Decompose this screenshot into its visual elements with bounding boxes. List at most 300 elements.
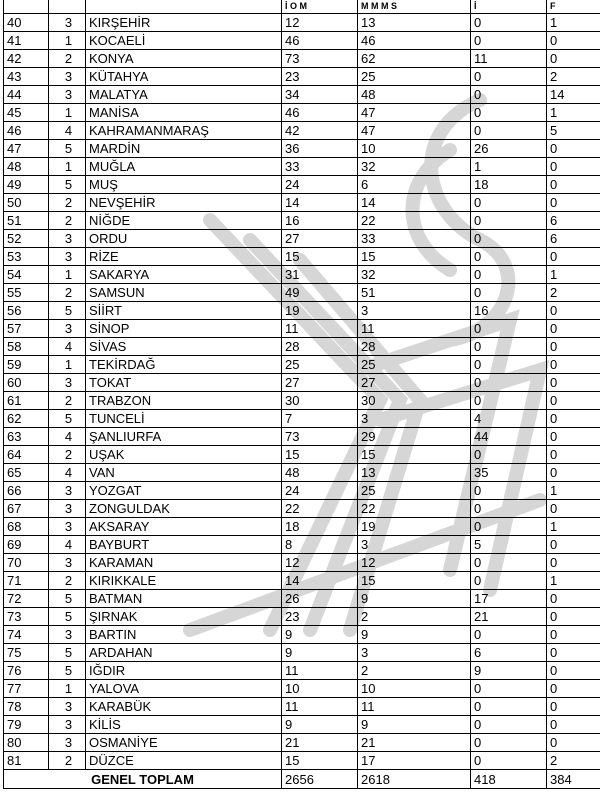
cell-name: SİİRT — [86, 302, 282, 320]
cell-no: 46 — [4, 122, 49, 140]
cell-region: 4 — [49, 338, 86, 356]
cell-c: 0 — [471, 86, 547, 104]
cell-c: 0 — [471, 32, 547, 50]
cell-name: TOKAT — [86, 374, 282, 392]
cell-b: 22 — [358, 500, 471, 518]
cell-d: 0 — [547, 662, 600, 680]
cell-c: 1 — [471, 158, 547, 176]
cell-b: 28 — [358, 338, 471, 356]
table-row — [4, 104, 600, 122]
cell-b: 21 — [358, 734, 471, 752]
cell-b: 47 — [358, 104, 471, 122]
table-row — [4, 266, 600, 284]
cell-no: 60 — [4, 374, 49, 392]
cell-a: 22 — [282, 500, 358, 518]
cell-name: KONYA — [86, 50, 282, 68]
cell-b: 47 — [358, 122, 471, 140]
cell-a: 15 — [282, 446, 358, 464]
cell-c: 0 — [471, 734, 547, 752]
cell-a: 14 — [282, 572, 358, 590]
cell-name: NİĞDE — [86, 212, 282, 230]
cell-b: 29 — [358, 428, 471, 446]
cell-d: 0 — [547, 392, 600, 410]
cell-a: 23 — [282, 608, 358, 626]
cell-c: 0 — [471, 266, 547, 284]
table-row — [4, 320, 600, 338]
cell-c: 11 — [471, 50, 547, 68]
cell-b: 3 — [358, 302, 471, 320]
cell-region: 3 — [49, 230, 86, 248]
header-cell-region — [49, 0, 86, 14]
cell-name: ARDAHAN — [86, 644, 282, 662]
cell-c: 0 — [471, 14, 547, 32]
cell-c: 44 — [471, 428, 547, 446]
cell-name: ORDU — [86, 230, 282, 248]
cell-c: 0 — [471, 68, 547, 86]
cell-region: 1 — [49, 104, 86, 122]
table-row — [4, 410, 600, 428]
cell-a: 16 — [282, 212, 358, 230]
cell-name: KIRŞEHİR — [86, 14, 282, 32]
cell-name: KAHRAMANMARAŞ — [86, 122, 282, 140]
cell-d: 0 — [547, 338, 600, 356]
header-cell-b: M M M S — [358, 0, 471, 14]
cell-b: 32 — [358, 158, 471, 176]
cell-a: 28 — [282, 338, 358, 356]
cell-d: 2 — [547, 752, 600, 770]
cell-region: 2 — [49, 446, 86, 464]
cell-d: 6 — [547, 212, 600, 230]
cell-a: 27 — [282, 374, 358, 392]
cell-a: 14 — [282, 194, 358, 212]
cell-c: 0 — [471, 194, 547, 212]
cell-d: 1 — [547, 572, 600, 590]
cell-d: 0 — [547, 428, 600, 446]
cell-a: 25 — [282, 356, 358, 374]
cell-c: 0 — [471, 698, 547, 716]
cell-a: 7 — [282, 410, 358, 428]
cell-d: 0 — [547, 356, 600, 374]
cell-c: 0 — [471, 230, 547, 248]
table-row — [4, 482, 600, 500]
cell-a: 19 — [282, 302, 358, 320]
cell-c: 0 — [471, 338, 547, 356]
cell-name: ŞANLIURFA — [86, 428, 282, 446]
cell-name: MUŞ — [86, 176, 282, 194]
cell-d: 1 — [547, 482, 600, 500]
table-row — [4, 464, 600, 482]
cell-b: 9 — [358, 716, 471, 734]
cell-no: 57 — [4, 320, 49, 338]
cell-no: 74 — [4, 626, 49, 644]
cell-name: BATMAN — [86, 590, 282, 608]
cell-region: 2 — [49, 572, 86, 590]
cell-b: 25 — [358, 356, 471, 374]
table-row — [4, 86, 600, 104]
cell-name: MARDİN — [86, 140, 282, 158]
total-label: GENEL TOPLAM — [4, 770, 282, 789]
cell-region: 3 — [49, 698, 86, 716]
table-row — [4, 698, 600, 716]
cell-region: 5 — [49, 608, 86, 626]
cell-d: 2 — [547, 284, 600, 302]
cell-name: KOCAELİ — [86, 32, 282, 50]
cell-b: 22 — [358, 212, 471, 230]
cell-b: 9 — [358, 626, 471, 644]
cell-b: 10 — [358, 680, 471, 698]
cell-name: VAN — [86, 464, 282, 482]
cell-b: 3 — [358, 536, 471, 554]
cell-b: 25 — [358, 482, 471, 500]
table-row — [4, 680, 600, 698]
cell-no: 58 — [4, 338, 49, 356]
cell-no: 41 — [4, 32, 49, 50]
cell-name: BARTIN — [86, 626, 282, 644]
cell-a: 9 — [282, 716, 358, 734]
cell-a: 12 — [282, 14, 358, 32]
cell-d: 0 — [547, 590, 600, 608]
cell-c: 0 — [471, 446, 547, 464]
cell-a: 73 — [282, 50, 358, 68]
cell-c: 0 — [471, 392, 547, 410]
table-row — [4, 302, 600, 320]
cell-d: 1 — [547, 266, 600, 284]
table-row — [4, 356, 600, 374]
table-row — [4, 338, 600, 356]
cell-a: 11 — [282, 320, 358, 338]
cell-name: KARABÜK — [86, 698, 282, 716]
cell-no: 56 — [4, 302, 49, 320]
cell-no: 67 — [4, 500, 49, 518]
cell-region: 5 — [49, 410, 86, 428]
cell-no: 75 — [4, 644, 49, 662]
cell-c: 21 — [471, 608, 547, 626]
table-row — [4, 626, 600, 644]
table-row — [4, 176, 600, 194]
cell-a: 11 — [282, 698, 358, 716]
cell-region: 3 — [49, 500, 86, 518]
table-row — [4, 590, 600, 608]
cell-c: 0 — [471, 374, 547, 392]
cell-c: 4 — [471, 410, 547, 428]
cell-name: MANİSA — [86, 104, 282, 122]
cell-c: 5 — [471, 536, 547, 554]
cell-b: 2 — [358, 662, 471, 680]
cell-c: 0 — [471, 500, 547, 518]
cell-name: SAMSUN — [86, 284, 282, 302]
cell-d: 0 — [547, 500, 600, 518]
cell-no: 72 — [4, 590, 49, 608]
cell-no: 50 — [4, 194, 49, 212]
table-row — [4, 248, 600, 266]
cell-a: 48 — [282, 464, 358, 482]
cell-c: 0 — [471, 248, 547, 266]
table-row — [4, 608, 600, 626]
cell-d: 0 — [547, 446, 600, 464]
total-row — [4, 770, 600, 789]
cell-a: 23 — [282, 68, 358, 86]
cell-d: 2 — [547, 68, 600, 86]
cell-a: 30 — [282, 392, 358, 410]
cell-no: 78 — [4, 698, 49, 716]
cell-region: 2 — [49, 392, 86, 410]
cell-region: 3 — [49, 518, 86, 536]
cell-b: 19 — [358, 518, 471, 536]
cell-b: 51 — [358, 284, 471, 302]
cell-d: 5 — [547, 122, 600, 140]
cell-b: 3 — [358, 644, 471, 662]
table-row — [4, 122, 600, 140]
cell-no: 47 — [4, 140, 49, 158]
cell-name: KIRIKKALE — [86, 572, 282, 590]
cell-b: 15 — [358, 572, 471, 590]
cell-b: 48 — [358, 86, 471, 104]
cell-region: 4 — [49, 536, 86, 554]
table-row — [4, 662, 600, 680]
cell-no: 69 — [4, 536, 49, 554]
cell-name: TRABZON — [86, 392, 282, 410]
cell-b: 11 — [358, 320, 471, 338]
cell-no: 70 — [4, 554, 49, 572]
cell-b: 10 — [358, 140, 471, 158]
province-table — [3, 0, 600, 789]
cell-no: 77 — [4, 680, 49, 698]
cell-no: 53 — [4, 248, 49, 266]
cell-b: 2 — [358, 608, 471, 626]
cell-region: 2 — [49, 194, 86, 212]
cell-c: 0 — [471, 122, 547, 140]
cell-c: 16 — [471, 302, 547, 320]
cell-region: 2 — [49, 50, 86, 68]
cell-no: 68 — [4, 518, 49, 536]
cell-b: 11 — [358, 698, 471, 716]
cell-name: TUNCELİ — [86, 410, 282, 428]
cell-b: 12 — [358, 554, 471, 572]
cell-region: 5 — [49, 644, 86, 662]
cell-a: 34 — [282, 86, 358, 104]
cell-no: 42 — [4, 50, 49, 68]
cell-region: 2 — [49, 284, 86, 302]
cell-region: 1 — [49, 158, 86, 176]
cell-c: 0 — [471, 104, 547, 122]
cell-region: 3 — [49, 374, 86, 392]
cell-b: 14 — [358, 194, 471, 212]
total-cell-a: 2656 — [282, 770, 358, 789]
header-cell-c: İ — [471, 0, 547, 14]
cell-d: 0 — [547, 248, 600, 266]
cell-name: UŞAK — [86, 446, 282, 464]
cell-b: 33 — [358, 230, 471, 248]
table-row — [4, 428, 600, 446]
cell-a: 9 — [282, 644, 358, 662]
cell-b: 15 — [358, 248, 471, 266]
cell-c: 0 — [471, 626, 547, 644]
cell-name: SİNOP — [86, 320, 282, 338]
cell-a: 21 — [282, 734, 358, 752]
cell-no: 66 — [4, 482, 49, 500]
table-row — [4, 554, 600, 572]
total-cell-b: 2618 — [358, 770, 471, 789]
cell-a: 46 — [282, 104, 358, 122]
cell-region: 4 — [49, 122, 86, 140]
cell-no: 45 — [4, 104, 49, 122]
cell-region: 2 — [49, 752, 86, 770]
cell-no: 73 — [4, 608, 49, 626]
table-row — [4, 230, 600, 248]
cell-b: 30 — [358, 392, 471, 410]
cell-d: 0 — [547, 176, 600, 194]
cell-region: 5 — [49, 176, 86, 194]
cell-d: 1 — [547, 518, 600, 536]
cell-name: MALATYA — [86, 86, 282, 104]
cell-d: 0 — [547, 626, 600, 644]
cell-b: 15 — [358, 446, 471, 464]
cell-name: YALOVA — [86, 680, 282, 698]
cell-a: 49 — [282, 284, 358, 302]
cell-no: 48 — [4, 158, 49, 176]
cell-c: 0 — [471, 572, 547, 590]
table-row — [4, 392, 600, 410]
cell-d: 0 — [547, 680, 600, 698]
cell-c: 17 — [471, 590, 547, 608]
cell-region: 5 — [49, 590, 86, 608]
cell-b: 62 — [358, 50, 471, 68]
cell-c: 0 — [471, 320, 547, 338]
cell-no: 76 — [4, 662, 49, 680]
total-cell-c: 418 — [471, 770, 547, 789]
cell-a: 46 — [282, 32, 358, 50]
cell-c: 0 — [471, 680, 547, 698]
cell-d: 0 — [547, 464, 600, 482]
cell-region: 3 — [49, 554, 86, 572]
cell-c: 0 — [471, 716, 547, 734]
cell-no: 49 — [4, 176, 49, 194]
cell-name: SİVAS — [86, 338, 282, 356]
cell-c: 6 — [471, 644, 547, 662]
cell-name: AKSARAY — [86, 518, 282, 536]
cell-no: 81 — [4, 752, 49, 770]
table-row — [4, 644, 600, 662]
cell-name: KARAMAN — [86, 554, 282, 572]
cell-b: 25 — [358, 68, 471, 86]
table-row — [4, 14, 600, 32]
table-row — [4, 716, 600, 734]
cell-name: TEKİRDAĞ — [86, 356, 282, 374]
cell-name: ŞIRNAK — [86, 608, 282, 626]
cell-region: 3 — [49, 320, 86, 338]
cell-c: 0 — [471, 482, 547, 500]
header-cell-no — [4, 0, 49, 14]
table-row — [4, 50, 600, 68]
cell-name: KİLİS — [86, 716, 282, 734]
cell-a: 26 — [282, 590, 358, 608]
cell-region: 3 — [49, 716, 86, 734]
cell-no: 64 — [4, 446, 49, 464]
cell-region: 3 — [49, 14, 86, 32]
table-row — [4, 68, 600, 86]
table-row — [4, 212, 600, 230]
cell-c: 0 — [471, 212, 547, 230]
cell-b: 17 — [358, 752, 471, 770]
cell-no: 62 — [4, 410, 49, 428]
cell-d: 0 — [547, 302, 600, 320]
table-row — [4, 284, 600, 302]
cell-region: 1 — [49, 356, 86, 374]
cell-name: ZONGULDAK — [86, 500, 282, 518]
cell-a: 12 — [282, 554, 358, 572]
table-row — [4, 374, 600, 392]
cell-c: 18 — [471, 176, 547, 194]
cell-b: 46 — [358, 32, 471, 50]
cell-name: OSMANİYE — [86, 734, 282, 752]
cell-no: 59 — [4, 356, 49, 374]
cell-d: 0 — [547, 734, 600, 752]
cell-d: 0 — [547, 32, 600, 50]
cell-region: 1 — [49, 266, 86, 284]
cell-no: 55 — [4, 284, 49, 302]
cell-b: 13 — [358, 464, 471, 482]
cell-no: 71 — [4, 572, 49, 590]
table-row — [4, 518, 600, 536]
total-cell-d: 384 — [547, 770, 600, 789]
cell-d: 0 — [547, 158, 600, 176]
table-row — [4, 446, 600, 464]
cell-d: 0 — [547, 410, 600, 428]
cell-d: 0 — [547, 50, 600, 68]
cell-c: 9 — [471, 662, 547, 680]
header-cell-name — [86, 0, 282, 14]
cell-a: 27 — [282, 230, 358, 248]
cell-no: 63 — [4, 428, 49, 446]
cell-no: 79 — [4, 716, 49, 734]
cell-region: 5 — [49, 662, 86, 680]
cell-d: 6 — [547, 230, 600, 248]
cell-region: 5 — [49, 140, 86, 158]
cell-a: 73 — [282, 428, 358, 446]
cell-a: 33 — [282, 158, 358, 176]
cell-a: 10 — [282, 680, 358, 698]
cell-a: 18 — [282, 518, 358, 536]
cell-name: KÜTAHYA — [86, 68, 282, 86]
cell-d: 0 — [547, 374, 600, 392]
table-row — [4, 734, 600, 752]
cell-region: 3 — [49, 86, 86, 104]
cell-no: 40 — [4, 14, 49, 32]
cell-name: BAYBURT — [86, 536, 282, 554]
cell-d: 1 — [547, 14, 600, 32]
cell-a: 36 — [282, 140, 358, 158]
cell-no: 51 — [4, 212, 49, 230]
cell-d: 0 — [547, 554, 600, 572]
cell-region: 5 — [49, 302, 86, 320]
cell-region: 1 — [49, 680, 86, 698]
header-cell-a: İ O M — [282, 0, 358, 14]
cell-no: 43 — [4, 68, 49, 86]
cell-region: 4 — [49, 464, 86, 482]
cell-c: 0 — [471, 518, 547, 536]
cell-c: 0 — [471, 554, 547, 572]
cell-name: DÜZCE — [86, 752, 282, 770]
table-row — [4, 752, 600, 770]
cell-c: 0 — [471, 752, 547, 770]
cell-region: 3 — [49, 626, 86, 644]
cell-a: 31 — [282, 266, 358, 284]
cell-name: IĞDIR — [86, 662, 282, 680]
cell-b: 13 — [358, 14, 471, 32]
table-row — [4, 500, 600, 518]
cell-no: 52 — [4, 230, 49, 248]
cell-region: 3 — [49, 482, 86, 500]
